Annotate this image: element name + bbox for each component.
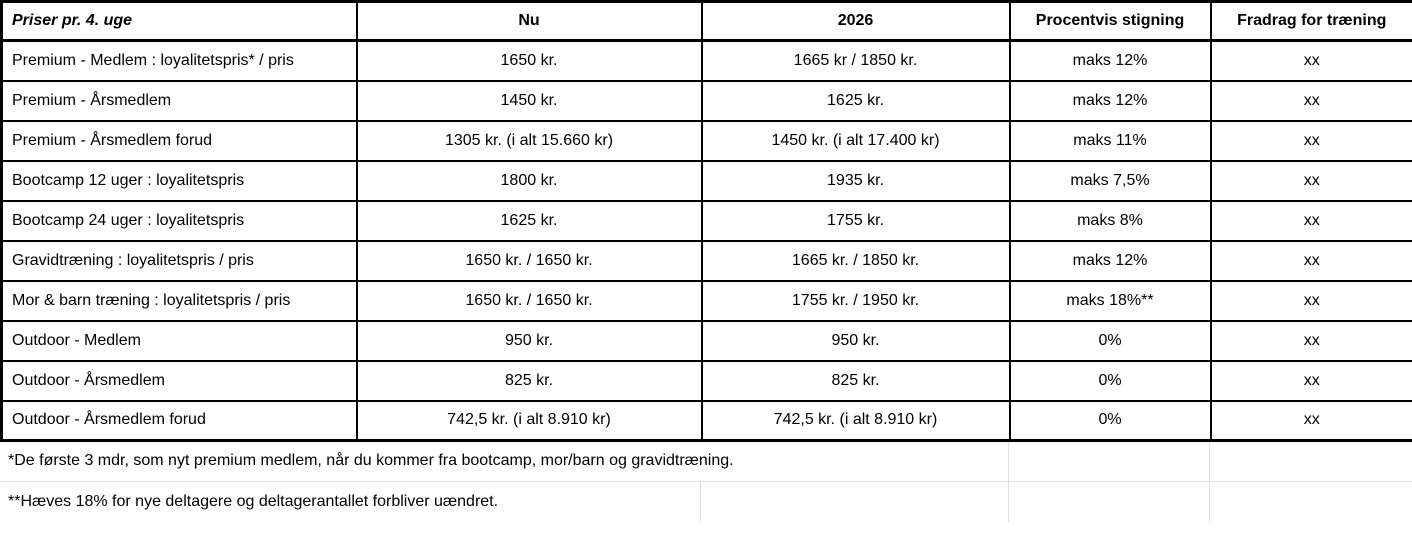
row-label-cell: Bootcamp 12 uger : loyalitetspris bbox=[2, 161, 357, 201]
row-label-cell: Premium - Årsmedlem forud bbox=[2, 121, 357, 161]
deduction-cell: xx bbox=[1211, 361, 1412, 401]
header-fradrag-for-traening: Fradrag for træning bbox=[1211, 2, 1412, 41]
row-label-cell: Mor & barn træning : loyalitetspris / pris bbox=[2, 281, 357, 321]
header-procentvis-stigning: Procentvis stigning bbox=[1010, 2, 1211, 41]
header-2026: 2026 bbox=[702, 2, 1010, 41]
footnote-increase-text: **Hæves 18% for nye deltagere og deltagerantallet forbliver uændret. bbox=[0, 481, 700, 523]
price-now-cell: 1305 kr. (i alt 15.660 kr) bbox=[357, 121, 702, 161]
increase-cell: maks 12% bbox=[1010, 81, 1211, 121]
deduction-cell: xx bbox=[1211, 41, 1412, 81]
price-2026-cell: 950 kr. bbox=[702, 321, 1010, 361]
increase-cell: maks 18%** bbox=[1010, 281, 1211, 321]
footnote-loyalty-text: *De første 3 mdr, som nyt premium medlem, når du kommer fra bootcamp, mor/barn og gravidtræning. bbox=[0, 442, 1008, 481]
increase-cell: maks 12% bbox=[1010, 241, 1211, 281]
price-2026-cell: 1935 kr. bbox=[702, 161, 1010, 201]
empty-cell bbox=[700, 481, 1008, 523]
price-2026-cell: 825 kr. bbox=[702, 361, 1010, 401]
header-priser-pr-uge: Priser pr. 4. uge bbox=[2, 2, 357, 41]
price-2026-cell: 1665 kr. / 1850 kr. bbox=[702, 241, 1010, 281]
deduction-cell: xx bbox=[1211, 401, 1412, 441]
deduction-cell: xx bbox=[1211, 81, 1412, 121]
table-row-mor-barn bbox=[2, 281, 1412, 321]
price-now-cell: 742,5 kr. (i alt 8.910 kr) bbox=[357, 401, 702, 441]
price-now-cell: 950 kr. bbox=[357, 321, 702, 361]
table-row-premium-aarsmedlem-forud bbox=[2, 121, 1412, 161]
table-row-premium-medlem bbox=[2, 41, 1412, 81]
price-now-cell: 1800 kr. bbox=[357, 161, 702, 201]
increase-cell: maks 7,5% bbox=[1010, 161, 1211, 201]
increase-cell: maks 8% bbox=[1010, 201, 1211, 241]
row-label-cell: Outdoor - Medlem bbox=[2, 321, 357, 361]
price-2026-cell: 1665 kr / 1850 kr. bbox=[702, 41, 1010, 81]
deduction-cell: xx bbox=[1211, 121, 1412, 161]
deduction-cell: xx bbox=[1211, 161, 1412, 201]
table-row-premium-aarsmedlem bbox=[2, 81, 1412, 121]
price-now-cell: 1450 kr. bbox=[357, 81, 702, 121]
increase-cell: 0% bbox=[1010, 321, 1211, 361]
price-now-cell: 1650 kr. / 1650 kr. bbox=[357, 281, 702, 321]
price-2026-cell: 1625 kr. bbox=[702, 81, 1010, 121]
deduction-cell: xx bbox=[1211, 201, 1412, 241]
increase-cell: maks 12% bbox=[1010, 41, 1211, 81]
price-2026-cell: 742,5 kr. (i alt 8.910 kr) bbox=[702, 401, 1010, 441]
row-label-cell: Outdoor - Årsmedlem bbox=[2, 361, 357, 401]
empty-cell bbox=[1209, 481, 1412, 523]
footnote-row-2 bbox=[0, 481, 1412, 523]
price-now-cell: 1625 kr. bbox=[357, 201, 702, 241]
footnote-row-1 bbox=[0, 442, 1412, 481]
increase-cell: 0% bbox=[1010, 361, 1211, 401]
empty-cell bbox=[1209, 442, 1412, 481]
footnotes-area bbox=[0, 442, 1412, 523]
table-row-outdoor-aarsmedlem bbox=[2, 361, 1412, 401]
header-row bbox=[2, 2, 1412, 41]
deduction-cell: xx bbox=[1211, 241, 1412, 281]
deduction-cell: xx bbox=[1211, 281, 1412, 321]
header-nu: Nu bbox=[357, 2, 702, 41]
row-label-cell: Bootcamp 24 uger : loyalitetspris bbox=[2, 201, 357, 241]
table-row-outdoor-medlem bbox=[2, 321, 1412, 361]
row-label-cell: Outdoor - Årsmedlem forud bbox=[2, 401, 357, 441]
table-row-bootcamp-12 bbox=[2, 161, 1412, 201]
row-label-cell: Premium - Medlem : loyalitetspris* / pris bbox=[2, 41, 357, 81]
table-row-gravidtraening bbox=[2, 241, 1412, 281]
price-now-cell: 1650 kr. bbox=[357, 41, 702, 81]
empty-cell bbox=[1008, 481, 1209, 523]
row-label-cell: Gravidtræning : loyalitetspris / pris bbox=[2, 241, 357, 281]
price-2026-cell: 1450 kr. (i alt 17.400 kr) bbox=[702, 121, 1010, 161]
empty-cell bbox=[1008, 442, 1209, 481]
price-now-cell: 825 kr. bbox=[357, 361, 702, 401]
price-2026-cell: 1755 kr. / 1950 kr. bbox=[702, 281, 1010, 321]
deduction-cell: xx bbox=[1211, 321, 1412, 361]
price-now-cell: 1650 kr. / 1650 kr. bbox=[357, 241, 702, 281]
increase-cell: maks 11% bbox=[1010, 121, 1211, 161]
increase-cell: 0% bbox=[1010, 401, 1211, 441]
table-row-outdoor-aarsmedlem-forud bbox=[2, 401, 1412, 441]
price-2026-cell: 1755 kr. bbox=[702, 201, 1010, 241]
row-label-cell: Premium - Årsmedlem bbox=[2, 81, 357, 121]
table-row-bootcamp-24 bbox=[2, 201, 1412, 241]
